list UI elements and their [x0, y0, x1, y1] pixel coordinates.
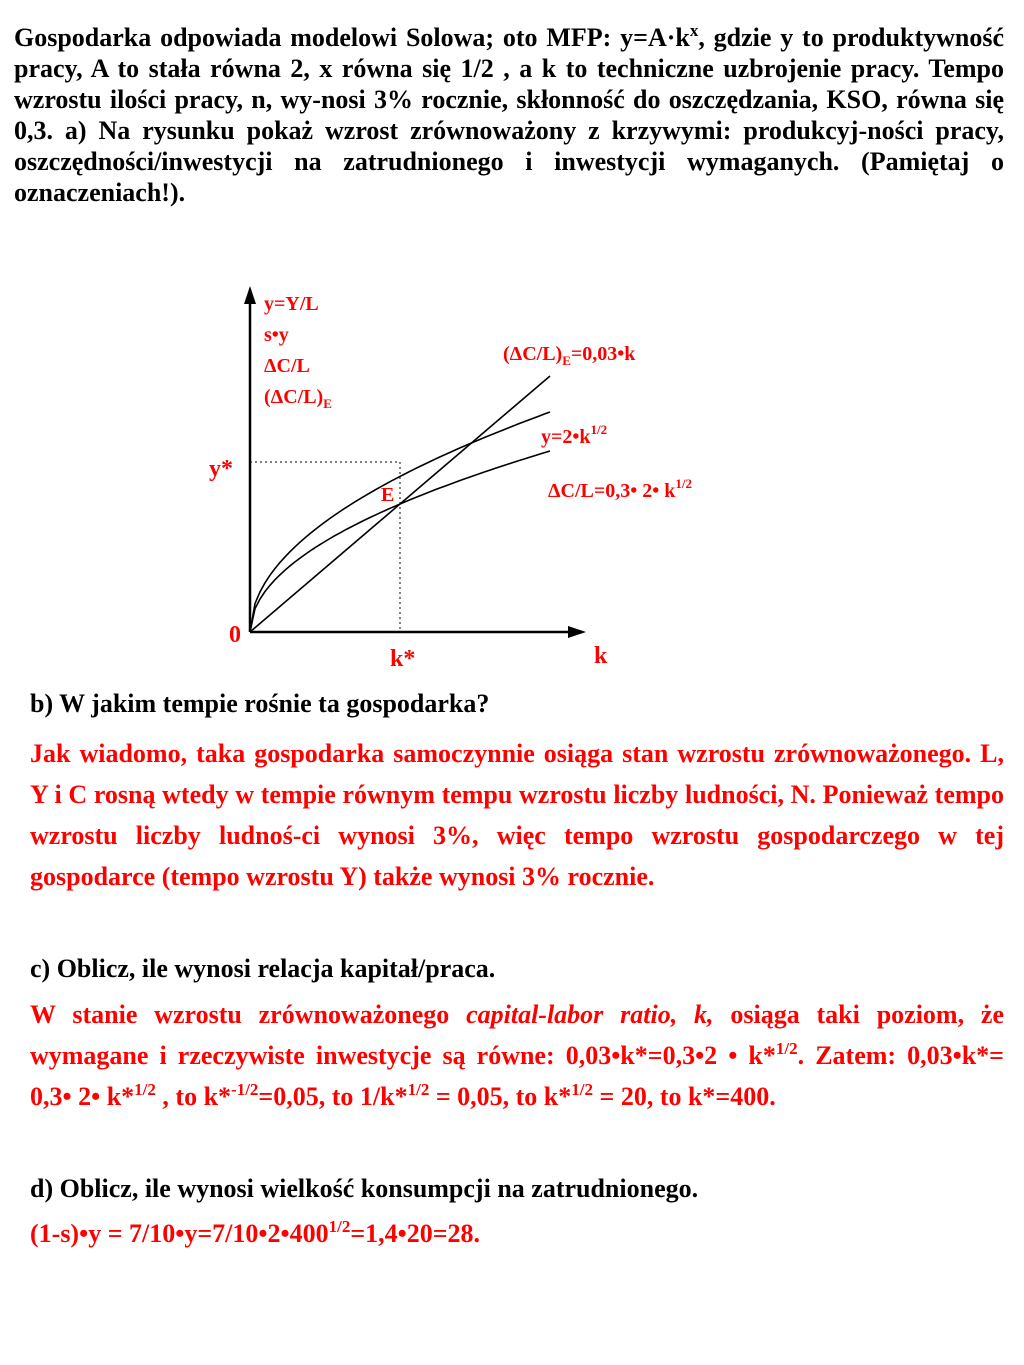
k-star-label: k* — [390, 646, 416, 672]
x-axis-label: k — [594, 643, 608, 669]
intro-paragraph: Gospodarka odpowiada modelowi Solowa; oto MFP: $y=A\cdot k^x$, gdzie y to produktywność pracy, A to stała równa 2, x równa się 1/2 , a k to techniczne uzbrojenie pracy. Tempo wzrostu ilości pracy, n, wy-nosi 3% rocznie, skłonność do oszczędzania, KSO, równa się 0,3. a) Na rysunku pokaż wzrost zrównoważony z krzywymi: produkcyj-ności pracy, oszczędności/inwestycji na zatrudnionego i inwestycji wymaganych. (Pamiętaj o oznaczeniach!). — [14, 21, 1004, 207]
line-required-label: $(\Delta C/L)_E=0,03•k$ — [503, 343, 636, 368]
y-axis-arrow — [244, 286, 256, 304]
yaxis-label-3: ΔC/L — [264, 355, 310, 377]
curve-y-label: $y=2•k^{1/2}$ — [541, 422, 608, 448]
answer-c: W stanie wzrostu zrównoważonego capital-labor ratio, k, osiąga taki poziom, że wymagane i rzeczywiste inwestycje są równe: 0,03•k*=0,3•2 • k*$^{1/2}$. Zatem: 0,03•k*= 0,3• 2• k*$^{1/2}$ , to k*$^{-1/2}$=0,05, to 1/k*$^{1/2}$ = 0,05, to k*$^{1/2}$ = 20, to k*=400. — [30, 1000, 1004, 1111]
question-b: b) W jakim tempie rośnie ta gospodarka? — [30, 689, 490, 718]
x-axis-arrow — [568, 626, 586, 638]
yaxis-label-2: s•y — [264, 324, 289, 346]
answer-b: Jak wiadomo, taka gospodarka samoczynnie osiąga stan wzrostu zrównoważonego. L, Y i C rosną wtedy w tempie równym tempu wzrostu liczby ludności, N. Ponieważ tempo wzrostu liczby ludnoś-ci wynosi 3%, więc tempo wzrostu gospodarczego w tej gospodarce (tempo wzrostu Y) także wynosi 3% rocznie. — [30, 739, 1004, 891]
y-star-label: y* — [209, 456, 233, 482]
equilibrium-label: E — [381, 484, 395, 506]
question-d: d) Oblicz, ile wynosi wielkość konsumpcji na zatrudnionego. — [30, 1174, 699, 1203]
solow-chart — [0, 280, 1024, 680]
yaxis-label-4: $(\Delta C/L)_E$ — [264, 386, 332, 411]
origin-label: 0 — [229, 622, 241, 648]
curve-s-label: ΔC/L=0,3• 2• $k^{1/2}$ — [548, 476, 693, 502]
question-c: c) Oblicz, ile wynosi relacja kapitał/praca. — [30, 954, 496, 983]
yaxis-label-1: y=Y/L — [264, 293, 319, 315]
answer-d: (1-s)•y = $7/10•y=7/10•2•400^{1/2}=1,4•20=28$. — [30, 1217, 481, 1248]
